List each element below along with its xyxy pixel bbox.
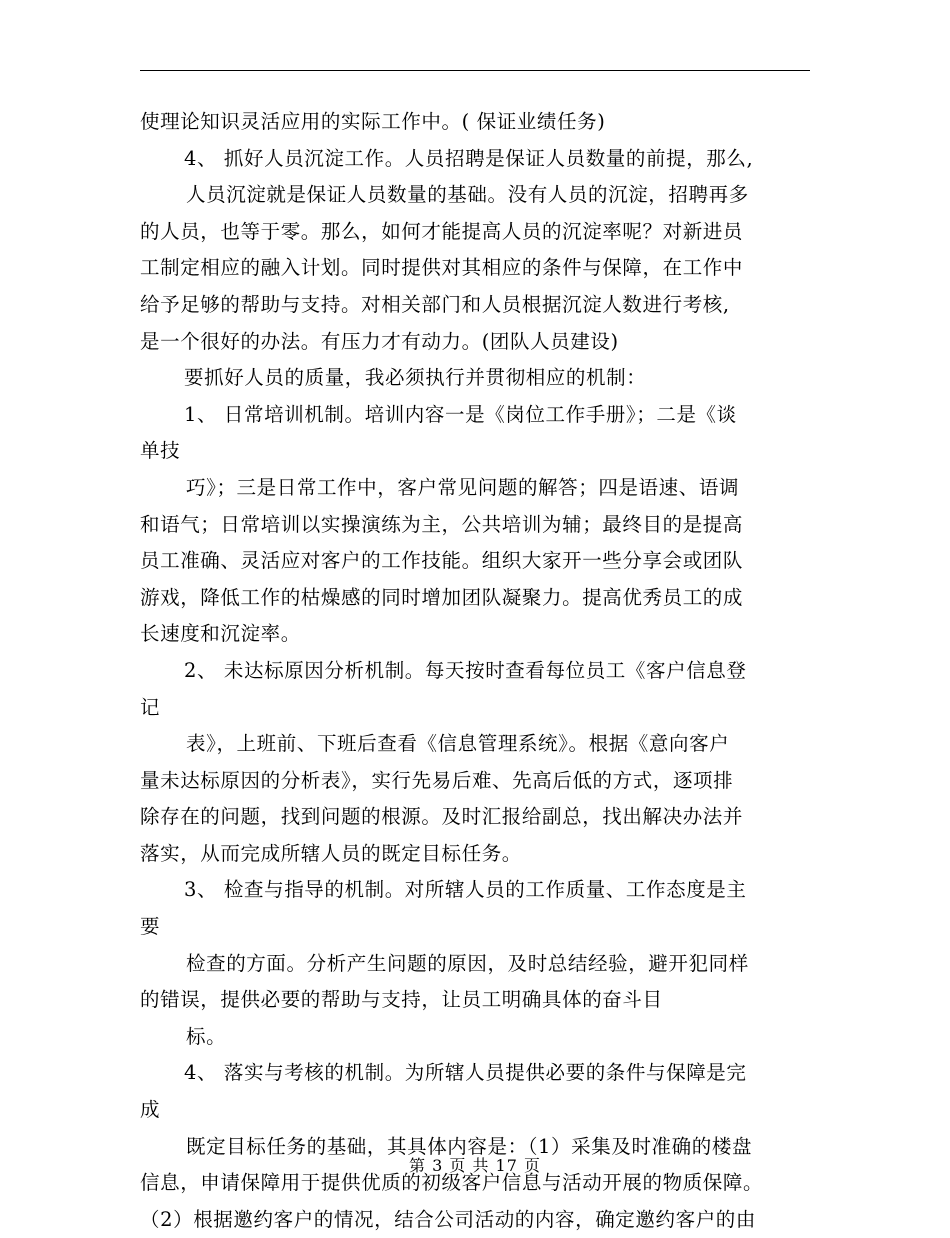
- text-line: 检查的方面。分析产生问题的原因，及时总结经验，避开犯同样: [186, 951, 749, 975]
- text-line: 既定目标任务的基础，其具体内容是：（1）采集及时准确的楼盘: [186, 1134, 753, 1158]
- header-rule: [140, 70, 810, 71]
- page-number: 第 3 页 共 17 页: [409, 1156, 541, 1175]
- text-line: 是一个很好的办法。有压力才有动力。(团队人员建设): [140, 329, 619, 353]
- text-line: 信息，申请保障用于提供优质的初级客户信息与活动开展的物质保障。: [140, 1171, 764, 1195]
- text-line: 游戏，降低工作的枯燥感的同时增加团队凝聚力。提高优秀员工的成: [140, 585, 744, 609]
- text-line: 3、 检查与指导的机制。对所辖人员的工作质量、工作态度是主: [184, 878, 747, 902]
- text-line: 人员沉淀就是保证人员数量的基础。没有人员的沉淀，招聘再多: [186, 183, 749, 207]
- text-line: 除存在的问题，找到问题的根源。及时汇报给副总，找出解决办法并: [140, 805, 744, 829]
- text-line: 标。: [186, 1024, 227, 1048]
- text-line: 4、 抓好人员沉淀工作。人员招聘是保证人员数量的前提，那么,: [184, 146, 754, 170]
- text-line: 和语气；日常培训以实操演练为主，公共培训为辅；最终目的是提高: [140, 512, 744, 536]
- text-line: 的人员，也等于零。那么，如何才能提高人员的沉淀率呢？对新进员: [140, 219, 744, 243]
- text-line: 4、 落实与考核的机制。为所辖人员提供必要的条件与保障是完: [184, 1061, 747, 1085]
- text-line: 的错误，提供必要的帮助与支持，让员工明确具体的奋斗目: [140, 988, 663, 1012]
- text-line: 巧》；三是日常工作中，客户常见问题的解答；四是语速、语调: [186, 475, 740, 499]
- text-line: 1、 日常培训机制。培训内容一是《岗位工作手册》；二是《谈: [184, 402, 737, 426]
- text-line: 表》，上班前、下班后查看《信息管理系统》。根据《意向客户: [186, 732, 730, 756]
- document-body: [140, 104, 812, 1238]
- text-line: 单技: [140, 439, 181, 463]
- text-line: 使理论知识灵活应用的实际工作中。( 保证业绩任务): [140, 110, 606, 133]
- text-line: （2）根据邀约客户的情况，结合公司活动的内容，确定邀约客户的由: [140, 1207, 757, 1231]
- text-line: 工制定相应的融入计划。同时提供对其相应的条件与保障，在工作中: [140, 256, 744, 280]
- text-line: 记: [140, 695, 161, 719]
- text-line: 要抓好人员的质量，我必须执行并贯彻相应的机制：: [184, 366, 647, 390]
- text-line: 落实，从而完成所辖人员的既定目标任务。: [140, 841, 522, 865]
- text-line: 成: [140, 1098, 161, 1122]
- text-line: 要: [140, 915, 161, 939]
- text-line: 给予足够的帮助与支持。对相关部门和人员根据沉淀人数进行考核,: [140, 292, 730, 316]
- text-line: 长速度和沉淀率。: [140, 622, 301, 646]
- text-line: 2、 未达标原因分析机制。每天按时查看每位员工《客户信息登: [184, 658, 747, 682]
- text-line: 量未达标原因的分析表》，实行先易后难、先高后低的方式，逐项排: [140, 768, 734, 792]
- text-line: 员工准确、灵活应对客户的工作技能。组织大家开一些分享会或团队: [140, 549, 744, 573]
